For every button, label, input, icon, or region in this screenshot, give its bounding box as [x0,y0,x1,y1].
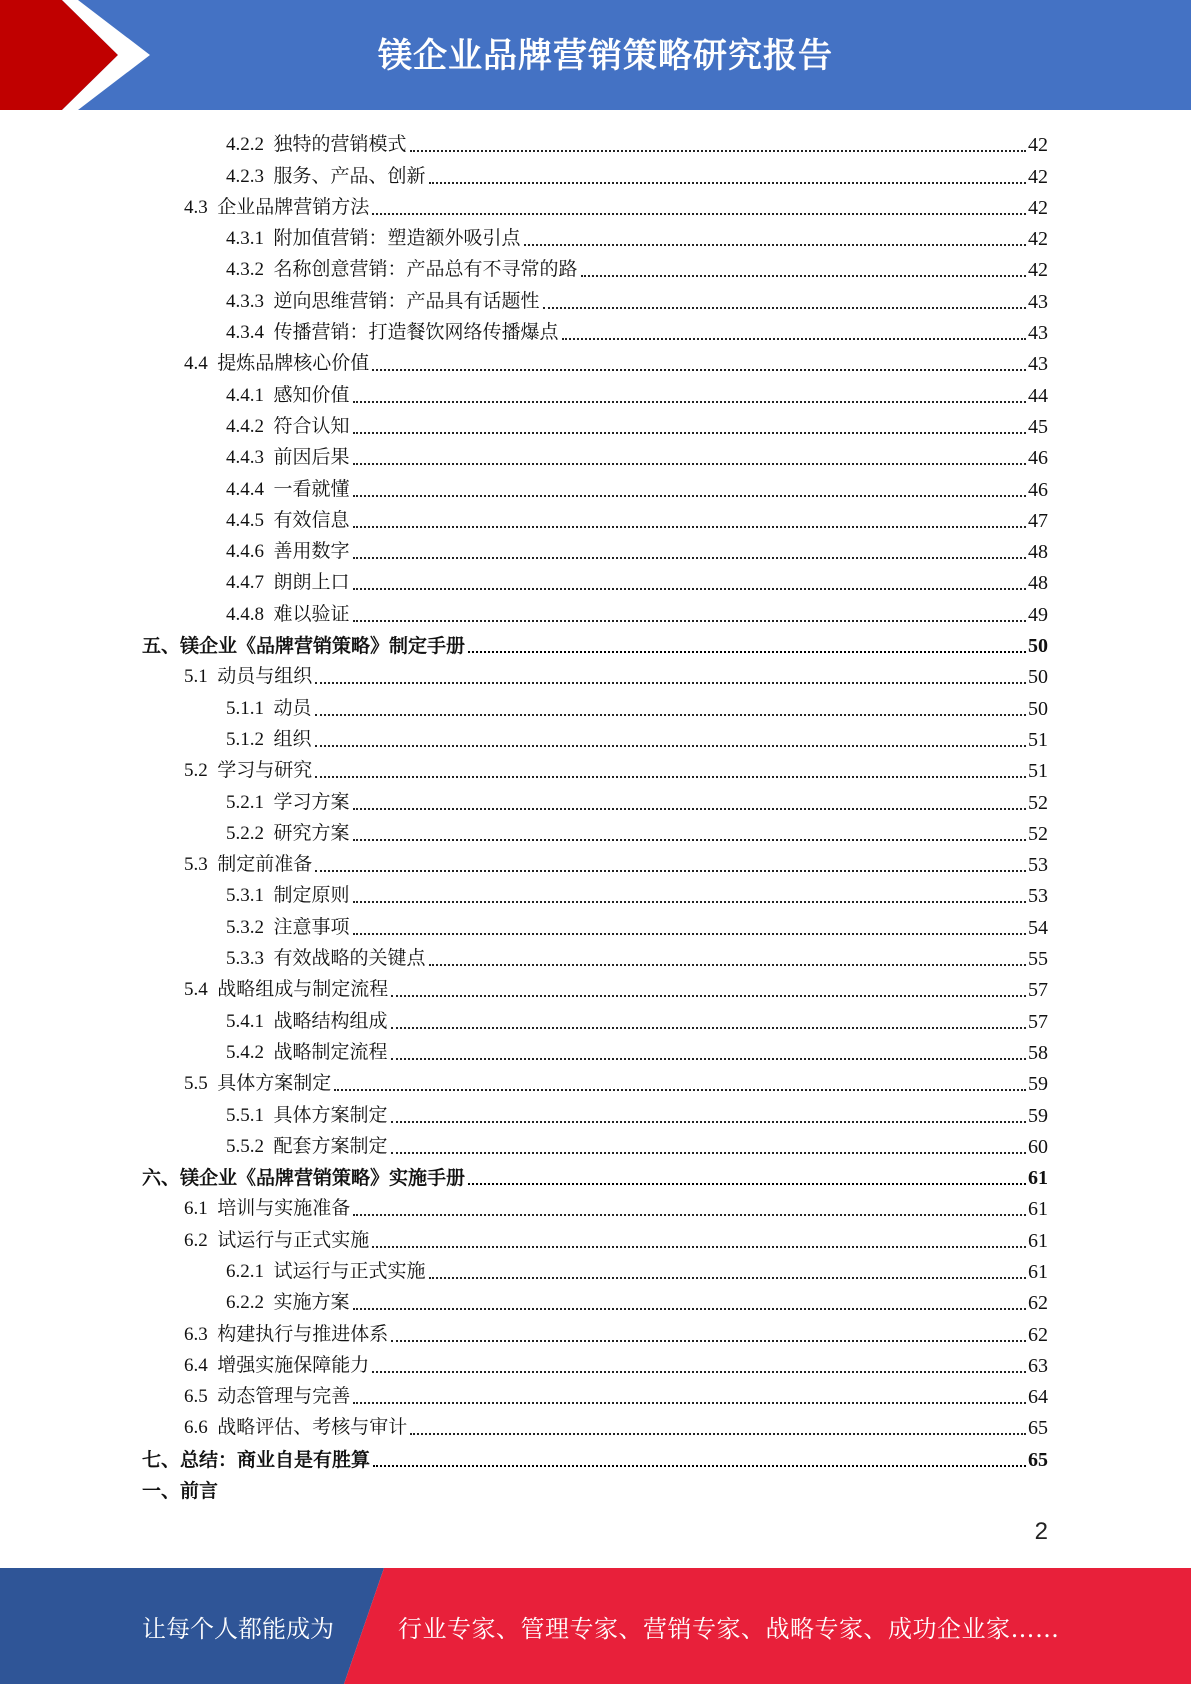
toc-entry-title: 动员 [273,696,312,719]
toc-entry[interactable] [142,1004,1048,1035]
toc-entry[interactable] [142,723,1048,754]
toc-entry-number: 6.6 [184,1417,208,1439]
page-number: 2 [1034,1518,1048,1545]
toc-entry-page: 42 [1028,259,1048,282]
toc-entry-title: 动员与组织 [217,665,313,688]
toc-entry-title: 学习与研究 [217,759,313,782]
dot-leader [353,526,1026,528]
toc-entry-title: 培训与实施准备 [217,1197,351,1220]
dot-leader [468,1183,1026,1185]
toc-entry-page: 61 [1028,1198,1048,1221]
dot-leader [353,620,1026,622]
toc-entry-title: 难以验证 [273,602,350,625]
toc-entry-page: 50 [1028,635,1048,658]
toc-entry-number: 5.5 [184,1073,208,1095]
toc-entry-label [226,1101,391,1130]
dot-leader [315,714,1026,716]
toc-entry-label [142,1446,373,1474]
toc-entry-title: 制定前准备 [217,853,313,876]
toc-entry-page: 48 [1028,541,1048,564]
toc-entry-number: 5.1.1 [226,697,264,719]
toc-entry-number: 5.3 [184,854,208,876]
toc-entry[interactable] [142,973,1048,1004]
toc-entry-page: 42 [1028,196,1048,219]
toc-entry-title: 有效信息 [273,508,350,531]
toc-entry-number: 4.3.4 [226,322,264,344]
toc-entry-title: 战略组成与制定流程 [217,978,389,1001]
toc-entry-page: 43 [1028,290,1048,313]
toc-entry-label [226,881,353,910]
toc-entry-title: 提炼品牌核心价值 [217,352,370,375]
toc-entry-label [226,287,543,316]
toc-entry[interactable] [142,159,1048,190]
toc-entry-label [226,255,581,284]
toc-entry-label [226,506,353,535]
toc-entry[interactable] [142,347,1048,378]
toc-entry-page: 42 [1028,134,1048,157]
toc-entry-number: 4.2.2 [226,134,264,156]
toc-entry[interactable] [142,629,1048,660]
dot-leader [334,1089,1026,1091]
toc-entry-label [184,1413,410,1442]
document-title: 镁企业品牌营销策略研究报告 [378,36,833,76]
toc-entry-label [226,1007,391,1036]
toc-entry-label [184,1351,372,1380]
toc-entry-label [226,944,429,973]
dot-leader [353,808,1026,810]
toc-entry-title: 感知价值 [273,383,350,406]
toc-entry[interactable] [142,441,1048,472]
toc-entry-label [184,349,372,378]
toc-entry-label [184,1069,334,1098]
toc-entry-label [184,193,372,222]
toc-entry-number: 6.2.2 [226,1292,264,1314]
dot-leader [353,901,1026,903]
toc-entry[interactable] [142,942,1048,973]
toc-entry-title: 七、总结：商业自是有胜算 [142,1448,371,1471]
toc-entry-label [226,1257,429,1286]
dot-leader [429,182,1026,184]
toc-entry-number: 5.3.1 [226,885,264,907]
toc-entry[interactable] [142,128,1048,159]
toc-entry-page: 61 [1028,1260,1048,1283]
toc-entry-title: 战略结构组成 [273,1009,388,1032]
toc-entry-label [184,1226,372,1255]
toc-entry-label [226,162,429,191]
toc-entry-page: 47 [1028,509,1048,532]
toc-entry-title: 附加值营销：塑造额外吸引点 [273,227,521,250]
toc-entry-page: 65 [1028,1417,1048,1440]
toc-entry-title: 战略制定流程 [273,1040,388,1063]
toc-entry-label [184,1382,353,1411]
dot-leader [353,401,1026,403]
toc-entry-label [226,819,353,848]
toc-entry-number: 4.4.7 [226,572,264,594]
toc-entry-number: 4.3.1 [226,228,264,250]
toc-entry-page: 62 [1028,1292,1048,1315]
toc-entry-label [226,600,353,629]
toc-entry-label [226,381,353,410]
toc-entry-label [226,725,315,754]
toc-entry-number: 5.2 [184,760,208,782]
toc-entry-label [226,788,353,817]
toc-entry-label [226,318,562,347]
toc-entry-title: 符合认知 [273,414,350,437]
toc-entry-label [184,975,391,1004]
toc-entry-label [226,568,353,597]
toc-entry-title: 五、镁企业《品牌营销策略》制定手册 [142,635,466,658]
toc-entry-page: 57 [1028,1010,1048,1033]
toc-entry-title: 有效战略的关键点 [273,947,426,970]
toc-entry-number: 4.4.3 [226,447,264,469]
dot-leader [543,307,1026,309]
toc-entry-number: 5.4 [184,979,208,1001]
toc-entry[interactable] [142,1130,1048,1161]
table-of-contents [142,128,1048,1505]
toc-entry[interactable] [142,1067,1048,1098]
dot-leader [373,1465,1026,1467]
dot-leader [315,776,1026,778]
toc-entry-number: 5.4.2 [226,1041,264,1063]
toc-entry-title: 试运行与正式实施 [273,1259,426,1282]
toc-entry-title: 善用数字 [273,540,350,563]
dot-leader [429,964,1026,966]
toc-entry[interactable] [142,191,1048,222]
toc-entry-page: 62 [1028,1323,1048,1346]
toc-entry-title: 六、镁企业《品牌营销策略》实施手册 [142,1167,466,1190]
toc-entry-title: 一、前言 [142,1480,219,1503]
dot-leader [353,1214,1026,1216]
toc-entry-page: 61 [1028,1167,1048,1190]
toc-entry-label [142,1164,468,1192]
toc-entry-title: 学习方案 [273,790,350,813]
toc-entry-label [226,412,353,441]
toc-entry[interactable] [142,472,1048,503]
toc-entry-title: 逆向思维营销：产品具有话题性 [273,289,540,312]
toc-entry-page: 53 [1028,854,1048,877]
toc-entry-label [226,224,524,253]
toc-entry-title: 一看就懂 [273,477,350,500]
toc-entry[interactable] [142,1286,1048,1317]
dot-leader [353,1308,1026,1310]
toc-entry-number: 5.2.1 [226,791,264,813]
toc-entry-title: 增强实施保障能力 [217,1353,370,1376]
toc-entry-number: 4.4.8 [226,603,264,625]
toc-entry-number: 4.3 [184,196,208,218]
toc-entry-title: 构建执行与推进体系 [217,1322,389,1345]
toc-entry-page: 57 [1028,979,1048,1002]
toc-entry-page: 51 [1028,760,1048,783]
toc-entry-page: 60 [1028,1135,1048,1158]
dot-leader [429,1277,1026,1279]
toc-entry[interactable] [142,566,1048,597]
toc-entry-title: 服务、产品、创新 [273,164,426,187]
dot-leader [372,369,1026,371]
toc-entry-number: 5.5.1 [226,1104,264,1126]
dot-leader [391,995,1026,997]
toc-entry-number: 4.2.3 [226,165,264,187]
toc-entry-label [142,632,468,660]
dot-leader [372,1246,1026,1248]
dot-leader [410,1433,1026,1435]
toc-entry-number: 6.2.1 [226,1260,264,1282]
toc-entry-number: 4.3.3 [226,290,264,312]
dot-leader [353,839,1026,841]
toc-entry-title: 注意事项 [273,915,350,938]
toc-entry-title: 朗朗上口 [273,571,350,594]
toc-entry-number: 4.4.6 [226,541,264,563]
toc-entry-page: 49 [1028,603,1048,626]
toc-entry-title: 战略评估、考核与审计 [217,1416,408,1439]
toc-entry[interactable] [142,1349,1048,1380]
toc-entry[interactable] [142,1442,1048,1473]
toc-entry-label [184,1320,391,1349]
dot-leader [410,150,1026,152]
toc-entry-number: 5.5.2 [226,1135,264,1157]
toc-entry[interactable] [142,410,1048,441]
toc-entry-label [226,694,315,723]
toc-entry-title: 企业品牌营销方法 [217,195,370,218]
toc-entry-title: 具体方案制定 [273,1103,388,1126]
toc-entry-number: 6.4 [184,1354,208,1376]
toc-entry-label [184,756,315,785]
dot-leader [581,275,1026,277]
toc-entry-title: 前因后果 [273,446,350,469]
toc-entry-number: 6.1 [184,1198,208,1220]
toc-entry-page: 52 [1028,791,1048,814]
dot-leader [353,588,1026,590]
toc-entry[interactable] [142,1380,1048,1411]
toc-entry-page: 44 [1028,384,1048,407]
dot-leader [353,1402,1026,1404]
toc-entry-number: 5.3.2 [226,916,264,938]
page-footer [0,1568,1191,1684]
toc-entry[interactable] [142,1161,1048,1192]
toc-entry-page: 52 [1028,822,1048,845]
toc-entry[interactable] [142,1192,1048,1223]
toc-entry-label [226,130,410,159]
toc-entry-page: 59 [1028,1104,1048,1127]
toc-entry-number: 5.3.3 [226,948,264,970]
toc-entry[interactable] [142,1223,1048,1254]
toc-entry-label [226,913,353,942]
toc-entry-number: 6.5 [184,1386,208,1408]
toc-entry[interactable] [142,1411,1048,1442]
toc-entry-page: 65 [1028,1448,1048,1471]
dot-leader [391,1340,1026,1342]
toc-entry-label [142,1477,221,1505]
page-header [0,0,1191,110]
toc-entry-title: 独特的营销模式 [273,133,407,156]
toc-entry-page: 43 [1028,322,1048,345]
toc-entry-number: 4.4.2 [226,415,264,437]
toc-entry-page: 59 [1028,1073,1048,1096]
toc-entry-page: 50 [1028,666,1048,689]
toc-entry-number: 5.1 [184,666,208,688]
toc-entry-page: 54 [1028,916,1048,939]
toc-entry-label [226,443,353,472]
toc-entry[interactable] [142,1317,1048,1348]
dot-leader [315,870,1026,872]
toc-entry[interactable] [142,817,1048,848]
toc-entry-page: 58 [1028,1041,1048,1064]
toc-entry-label [184,662,315,691]
dot-leader [391,1121,1026,1123]
toc-entry-number: 4.4 [184,353,208,375]
toc-entry-number: 5.1.2 [226,728,264,750]
toc-entry[interactable] [142,1036,1048,1067]
dot-leader [524,244,1026,246]
toc-entry-label [184,850,315,879]
toc-entry[interactable] [142,1474,1048,1505]
toc-entry[interactable] [142,222,1048,253]
dot-leader [468,651,1026,653]
toc-entry[interactable] [142,848,1048,879]
toc-entry-number: 6.2 [184,1229,208,1251]
toc-entry-page: 61 [1028,1229,1048,1252]
dot-leader [353,933,1026,935]
dot-leader [353,463,1026,465]
toc-entry-page: 63 [1028,1354,1048,1377]
toc-entry-title: 具体方案制定 [217,1072,332,1095]
toc-entry[interactable] [142,535,1048,566]
dot-leader [391,1027,1026,1029]
toc-entry-number: 4.3.2 [226,259,264,281]
toc-entry-label [226,1038,391,1067]
toc-entry-page: 53 [1028,885,1048,908]
toc-entry-label [226,1288,353,1317]
footer-slogan: 让每个人都能成为 [142,1615,334,1643]
toc-entry-label [226,1132,391,1161]
toc-entry-title: 名称创意营销：产品总有不寻常的路 [273,258,578,281]
toc-entry-page: 55 [1028,948,1048,971]
toc-entry-page: 50 [1028,697,1048,720]
toc-entry-page: 46 [1028,478,1048,501]
dot-leader [391,1058,1026,1060]
dot-leader [315,745,1026,747]
toc-entry-title: 试运行与正式实施 [217,1228,370,1251]
toc-entry[interactable] [142,660,1048,691]
toc-entry[interactable] [142,597,1048,628]
dot-leader [372,1371,1026,1373]
toc-entry-page: 48 [1028,572,1048,595]
toc-entry-title: 组织 [273,727,312,750]
toc-entry-page: 42 [1028,228,1048,251]
toc-entry-page: 64 [1028,1386,1048,1409]
toc-entry-page: 45 [1028,415,1048,438]
toc-entry[interactable] [142,1098,1048,1129]
toc-entry-number: 4.4.5 [226,509,264,531]
dot-leader [353,432,1026,434]
toc-entry-number: 5.2.2 [226,822,264,844]
toc-entry[interactable] [142,284,1048,315]
toc-entry[interactable] [142,754,1048,785]
toc-entry[interactable] [142,785,1048,816]
toc-entry-title: 传播营销：打造餐饮网络传播爆点 [273,321,559,344]
dot-leader [353,495,1026,497]
toc-entry-label [226,475,353,504]
toc-entry-title: 制定原则 [273,884,350,907]
toc-entry-page: 46 [1028,447,1048,470]
toc-entry-title: 实施方案 [273,1291,350,1314]
dot-leader [372,213,1026,215]
toc-entry-page: 51 [1028,728,1048,751]
toc-entry[interactable] [142,879,1048,910]
toc-entry[interactable] [142,378,1048,409]
toc-entry-number: 6.3 [184,1323,208,1345]
toc-entry-title: 配套方案制定 [273,1134,388,1157]
toc-entry-title: 研究方案 [273,821,350,844]
toc-entry-number: 4.4.4 [226,478,264,500]
toc-entry[interactable] [142,1255,1048,1286]
toc-entry-title: 动态管理与完善 [217,1385,351,1408]
toc-entry-page: 43 [1028,353,1048,376]
toc-entry[interactable] [142,691,1048,722]
dot-leader [562,338,1026,340]
toc-entry[interactable] [142,253,1048,284]
toc-entry-page: 42 [1028,165,1048,188]
dot-leader [353,557,1026,559]
toc-entry[interactable] [142,910,1048,941]
toc-entry-number: 4.4.1 [226,384,264,406]
toc-entry-number: 5.4.1 [226,1010,264,1032]
toc-entry[interactable] [142,316,1048,347]
footer-roles: 行业专家、管理专家、营销专家、战略专家、成功企业家…… [398,1615,1060,1643]
toc-entry-label [184,1194,353,1223]
dot-leader [315,682,1026,684]
dot-leader [391,1152,1026,1154]
toc-entry[interactable] [142,504,1048,535]
toc-entry-label [226,537,353,566]
